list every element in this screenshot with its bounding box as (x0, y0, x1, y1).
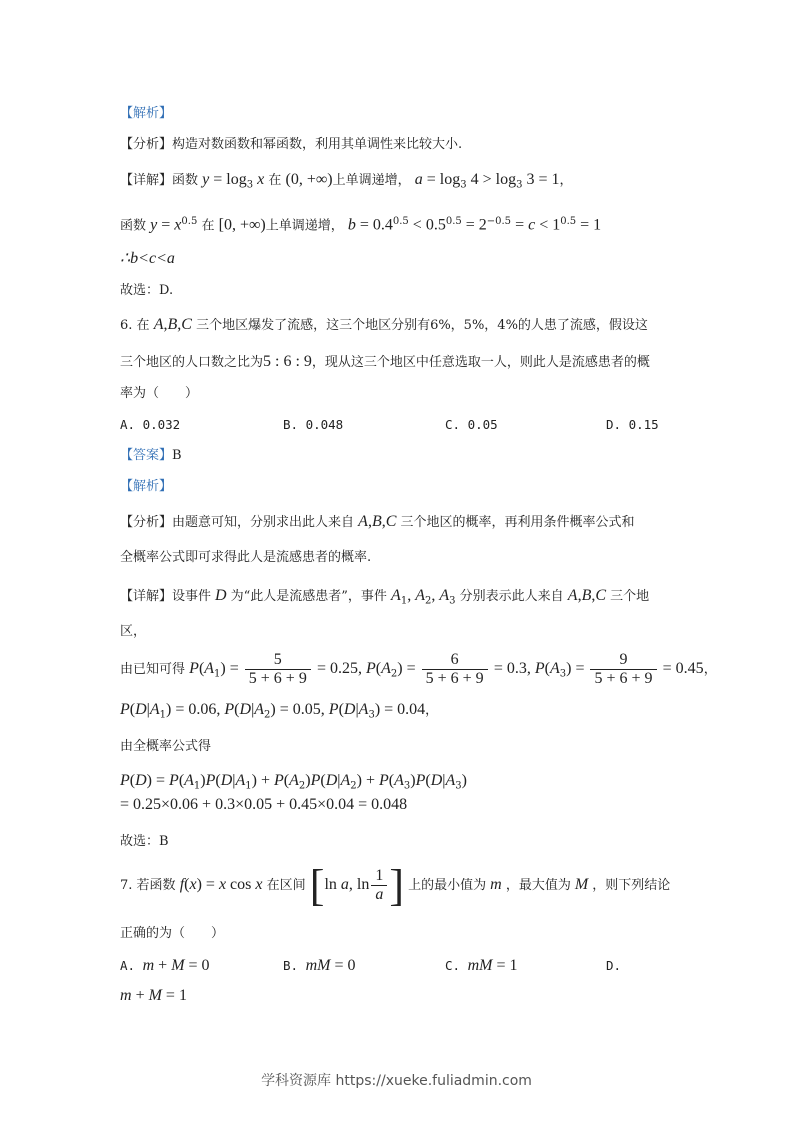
q6-option-d: D. 0.15 (606, 417, 659, 432)
q6-detail-line5: 由全概率公式得 (120, 739, 212, 754)
analysis-tag: 【分析】 (120, 515, 173, 530)
q6-answer: 故选：B (120, 834, 169, 849)
q6-detail-conditional: $P(D|A_1) = 0.06$, $P(D|A_2) = 0.05$, $P(D|A_3) = 0.04$， (120, 701, 439, 721)
answer-value: B (172, 448, 182, 463)
q5-answer: 故选：D. (120, 283, 174, 298)
q6-stem-line2: 三个地区的人口数之比为5 : 6 : 9，现从这三个地区中任意选取一人，则此人是流感患者的概 (120, 353, 650, 370)
q7-option-a: A. m + M = 0 (120, 957, 210, 974)
q7-stem-line2: 正确的为（ ） (120, 926, 225, 941)
q6-total-probability-result: = 0.25×0.06 + 0.3×0.05 + 0.45×0.04 = 0.048 (120, 796, 408, 813)
detail-tag: 【详解】 (120, 589, 173, 604)
q6-analysis-line1: 【分析】由题意可知，分别求出此人来自 A,B,C 三个地区的概率，再利用条件概率公式和 (120, 513, 635, 530)
q6-answer-line (120, 446, 182, 466)
q7-option-b: B. mM = 0 (283, 957, 356, 974)
q7-option-d-label: D. (606, 958, 622, 973)
q5-detail-line2: 函数 $y = x^{0.5}$ 在 [0, +∞)上单调递增， $b = 0.4^{0.5} < 0.5^{0.5} = 2^{-0.5} = c < 1^{0.5} = 1$ (120, 216, 602, 234)
q6-detail-line2: 区， (120, 624, 147, 639)
q5-detail-line1: 【详解】函数 $y = \log_3 x$ 在 (0, +∞)上单调递增， $a = \log_3 4 > \log_3 3 = 1$， (120, 171, 573, 191)
answer-tag: 【答案】 (120, 448, 173, 463)
q5-conclusion: ∴b<c<a (120, 250, 175, 267)
q6-option-c: C. 0.05 (445, 417, 498, 432)
q6-detail-line1: 【详解】设事件 D 为“此人是流感患者”，事件 $A_1$, $A_2$, $A_3$ 分别表示此人来自 A,B,C 三个地 (120, 587, 650, 607)
q7-option-d-value: m + M = 1 (120, 987, 187, 1004)
footer-watermark: 学科资源库 https://xueke.fuliadmin.com (261, 1073, 532, 1089)
q7-option-c: C. mM = 1 (445, 957, 518, 974)
q6-option-b: B. 0.048 (283, 417, 344, 432)
q6-total-probability: $P(D) = P(A_1)P(D|A_1) + P(A_2)P(D|A_2) + P(A_3)P(D|A_3)$ (120, 772, 467, 792)
detail-tag: 【详解】 (120, 173, 173, 188)
q6-detail-fractions: 由已知可得 $P(A_1)$ = $\frac{5}{5 + 6 + 9}$ = 0.25, $P(A_2)$ = $\frac{6}{5 + 6 + 9}$ = 0.3, $P(A_3)$ = $\frac{9}{5 + 6 + 9}$ = 0.45， (120, 651, 717, 687)
q7-stem-line1: 7. 若函数 f(x) = x cos x 在区间 [ln a, ln $\frac{1}{a}$ ] 上的最小值为 m ，最大值为 M ，则下列结论 (120, 860, 671, 910)
jiexi-heading: 【解析】 (120, 479, 173, 494)
analysis-tag: 【分析】 (120, 137, 173, 152)
q6-stem-line1: 6. 在 A,B,C 三个地区爆发了流感，这三个地区分别有6%，5%，4%的人患了流感，假设这 (120, 316, 648, 333)
q6-analysis-line2: 全概率公式即可求得此人是流感患者的概率. (120, 550, 372, 565)
q6-stem-line3: 率为（ ） (120, 386, 199, 401)
jiexi-heading: 【解析】 (120, 106, 173, 121)
q5-analysis: 【分析】构造对数函数和幂函数，利用其单调性来比较大小. (120, 137, 463, 152)
q6-option-a: A. 0.032 (120, 417, 181, 432)
